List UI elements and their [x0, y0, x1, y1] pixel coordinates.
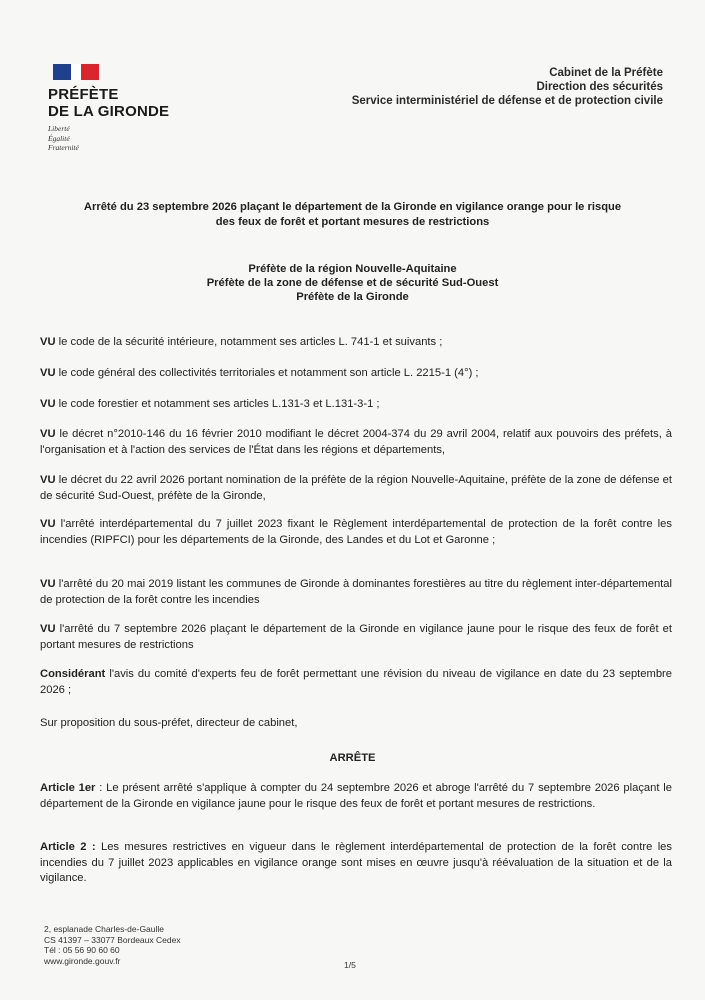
visa-paragraph: VU le code général des collectivités territoriales et notamment son article L. 2215-1 (4°) ; [40, 367, 479, 379]
visa-paragraph: VU l'arrêté du 7 septembre 2026 plaçant le département de la Gironde en vigilance jaune pour le risque des feux de forêt et portant mesures de restrictions [40, 623, 672, 651]
page-number: 1/5 [344, 960, 356, 970]
visa-paragraph: VU le décret du 22 avril 2026 portant nomination de la préfète de la région Nouvelle-Aquitaine, préfète de la zone de défense et de sécurité Sud-Ouest, préfète de la Gironde, [40, 474, 672, 502]
authority-block: Préfète de la région Nouvelle-Aquitaine Préfète de la zone de défense et de sécurité Sud-Ouest Préfète de la Gironde [206, 263, 499, 303]
arrete-heading: ARRÊTE [329, 752, 376, 764]
prefecture-logo [48, 64, 208, 153]
visa-paragraph: VU le code forestier et notamment ses articles L.131-3 et L.131-3-1 ; [40, 398, 380, 410]
marianne-flag-icon [53, 64, 99, 80]
logo-title: PRÉFÈTE DE LA GIRONDE [48, 86, 170, 120]
proposition-line: Sur proposition du sous-préfet, directeur de cabinet, [40, 717, 298, 729]
decree-title: Arrêté du 23 septembre 2026 plaçant le département de la Gironde en vigilance orange pour le risque des feux de forêt et portant mesures de restrictions [83, 201, 622, 228]
republic-motto: Liberté Égalité Fraternité [48, 124, 79, 152]
footer-address: 2, esplanade Charles-de-Gaulle CS 41397 – 33077 Bordeaux Cedex Tél : 05 56 90 60 60 www.gironde.gouv.fr [44, 924, 181, 966]
considerant-paragraph: Considérant l'avis du comité d'experts feu de forêt permettant une révision du niveau de vigilance en date du 23 septembre 2026 ; [40, 668, 672, 696]
visa-paragraph: VU l'arrêté du 20 mai 2019 listant les communes de Gironde à dominantes forestières au titre du règlement inter-départemental de protection de la forêt contre les incendies [40, 578, 672, 606]
article-1: Article 1er : Le présent arrêté s'applique à compter du 24 septembre 2026 et abroge l'arrêté du 7 septembre 2026 plaçant le département de la Gironde en vigilance jaune pour le risque des feux de forêt et portant mesures de restrictions. [40, 782, 672, 810]
article-2: Article 2 : Les mesures restrictives en vigueur dans le règlement interdépartemental de protection de la forêt contre les incendies du 7 juillet 2023 applicables en vigilance orange sont mises en œuvre jusqu'à réévaluation de la situation et de la vigilance. [40, 841, 673, 884]
visa-paragraph: VU le code de la sécurité intérieure, notamment ses articles L. 741-1 et suivants ; [40, 336, 443, 348]
issuing-office: Cabinet de la Préfète Direction des sécurités Service interministériel de défense et de protection civile [351, 67, 663, 107]
visa-paragraph: VU le décret n°2010-146 du 16 février 2010 modifiant le décret 2004-374 du 29 avril 2004, relatif aux pouvoirs des préfets, à l'organisation et à l'action des services de l'État dans les régions et départements, [40, 428, 672, 456]
visa-paragraph: VU l'arrêté interdépartemental du 7 juillet 2023 fixant le Règlement interdépartemental de protection de la forêt contre les incendies (RIPFCI) pour les départements de la Gironde, des Landes et du Lot et Garonne ; [40, 518, 672, 546]
